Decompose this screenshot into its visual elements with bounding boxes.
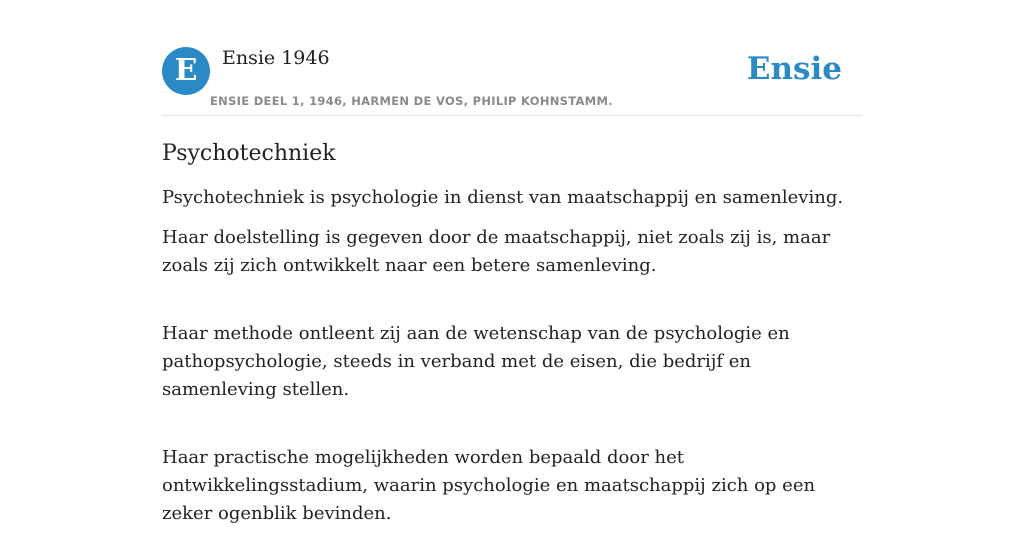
source-title[interactable]: Ensie 1946 bbox=[222, 47, 330, 69]
header-divider bbox=[162, 115, 862, 116]
article-title: Psychotechniek bbox=[162, 141, 336, 166]
article bbox=[162, 138, 862, 540]
paragraph-spacer bbox=[162, 292, 862, 320]
paragraph-spacer bbox=[162, 416, 862, 444]
ensie-brand-logo[interactable]: Ensie bbox=[746, 51, 842, 87]
article-paragraph: Psychotechniek is psychologie in dienst van maatschappij en samenleving. bbox=[162, 187, 844, 208]
article-paragraph: Haar doelstelling is gegeven door de maatschappij, niet zoals zij is, maar zoals zij zich ontwikkelt naar een betere samenleving. bbox=[162, 227, 831, 276]
article-paragraph: Haar practische mogelijkheden worden bepaald door het ontwikkelingsstadium, waarin psychologie en maatschappij zich op een zeker ogenblik bevinden. bbox=[162, 447, 816, 524]
article-paragraph: Haar methode ontleent zij aan de wetenschap van de psychologie en pathopsychologie, steeds in verband met de eisen, die bedrijf en samenleving stellen. bbox=[162, 323, 790, 400]
ensie-logo-badge[interactable]: E bbox=[162, 47, 210, 95]
source-subtitle: ENSIE DEEL 1, 1946, HARMEN DE VOS, PHILIP KOHNSTAMM. bbox=[210, 94, 613, 108]
